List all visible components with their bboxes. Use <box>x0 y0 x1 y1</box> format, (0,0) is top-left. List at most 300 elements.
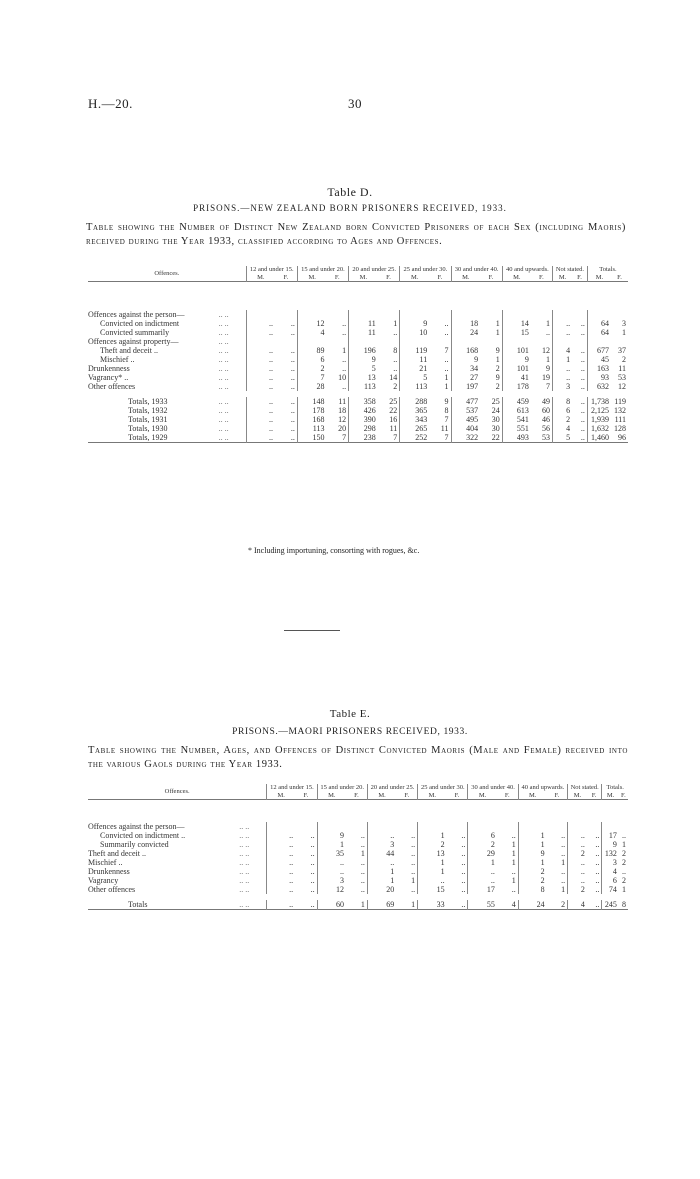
table-cell: .. <box>360 840 365 849</box>
table-cell: 17 <box>602 831 619 840</box>
table-cell: 1 <box>367 867 396 876</box>
totals-row <box>88 424 628 433</box>
table-cell: 2 <box>561 900 566 909</box>
table-cell: 178 <box>502 382 531 391</box>
offences-header: Offences. <box>164 787 190 795</box>
table-cell: 25 <box>491 397 500 406</box>
table-cell: .. <box>580 424 585 433</box>
male-header: M. <box>297 274 326 282</box>
table-cell: 41 <box>502 373 531 382</box>
table-cell <box>317 822 346 831</box>
table-cell: .. <box>511 831 516 840</box>
table-cell: .. <box>360 885 365 894</box>
table-cell <box>246 310 275 319</box>
table-cell: 53 <box>618 373 626 382</box>
table-cell: .. <box>310 840 315 849</box>
table-cell: .. <box>580 373 585 382</box>
table-row <box>88 319 628 328</box>
male-header: M. <box>602 792 619 800</box>
table-cell: .. <box>342 382 347 391</box>
table-row <box>88 337 628 346</box>
table-cell <box>396 822 417 831</box>
table-cell <box>275 310 297 319</box>
female-header: F. <box>577 274 582 281</box>
table-cell: 4 <box>552 424 572 433</box>
table-cell: 288 <box>400 397 429 406</box>
table-cell: 19 <box>541 373 550 382</box>
male-header: M. <box>502 274 531 282</box>
age-group-header: Totals. <box>587 266 628 274</box>
table-cell <box>611 337 628 346</box>
table-cell: .. <box>267 867 295 876</box>
table-cell: 168 <box>297 415 326 424</box>
table-cell: .. <box>310 885 315 894</box>
table-cell <box>246 337 275 346</box>
table-cell: .. <box>310 900 315 909</box>
table-row <box>88 346 628 355</box>
table-cell: .. <box>552 364 572 373</box>
table-cell: 322 <box>451 433 480 443</box>
table-cell: .. <box>246 319 275 328</box>
row-label: Mischief .. <box>100 355 135 364</box>
table-cell: 2 <box>518 876 546 885</box>
female-header: F. <box>488 274 494 281</box>
table-cell: .. <box>290 415 295 424</box>
table-cell: .. <box>444 355 449 364</box>
table-cell: 196 <box>349 346 378 355</box>
table-cell: .. <box>580 397 585 406</box>
table-cell: 1 <box>545 319 550 328</box>
table-cell: 1 <box>342 346 347 355</box>
table-cell: 37 <box>618 346 626 355</box>
table-cell: 13 <box>418 849 447 858</box>
table-row <box>88 328 628 337</box>
table-cell: 2 <box>468 840 497 849</box>
table-cell: .. <box>595 900 600 909</box>
table-cell: 245 <box>602 900 619 910</box>
table-cell: .. <box>310 858 315 867</box>
age-group-header: 12 and under 15. <box>246 266 297 274</box>
table-cell: 252 <box>400 433 429 443</box>
female-header: F. <box>404 792 410 799</box>
male-header: M. <box>468 792 497 800</box>
table-cell: 493 <box>502 433 531 443</box>
male-header: M. <box>267 792 295 800</box>
table-cell <box>568 822 587 831</box>
leader-dots: .. .. <box>218 415 229 424</box>
table-e <box>88 784 628 912</box>
table-cell: 1 <box>622 328 626 337</box>
table-cell: .. <box>595 849 600 858</box>
table-cell: .. <box>568 831 587 840</box>
table-cell: .. <box>461 849 466 858</box>
table-cell: 1 <box>511 840 516 849</box>
table-cell: .. <box>310 831 315 840</box>
table-cell: .. <box>290 346 295 355</box>
table-cell: 2,125 <box>587 406 611 415</box>
table-cell: 541 <box>502 415 531 424</box>
male-header: M. <box>349 274 378 282</box>
table-cell <box>349 310 378 319</box>
table-cell: 6 <box>468 831 497 840</box>
table-cell: 33 <box>418 900 447 910</box>
table-cell: 11 <box>389 424 398 433</box>
table-cell: .. <box>595 858 600 867</box>
table-cell: .. <box>568 867 587 876</box>
table-cell: 8 <box>518 885 546 894</box>
male-header: M. <box>418 792 447 800</box>
row-label: Other offences <box>88 382 136 391</box>
table-e-label: Table E. <box>329 708 371 720</box>
table-cell: 9 <box>518 849 546 858</box>
leader-dots: .. .. <box>218 319 229 328</box>
table-d-footnote: * Including importuning, consorting with rogues, &c. <box>248 546 420 555</box>
table-cell <box>267 822 295 831</box>
table-cell: 11 <box>349 319 378 328</box>
row-label: Summarily convicted <box>100 840 169 849</box>
table-row <box>88 355 628 364</box>
table-cell: 1 <box>511 849 516 858</box>
table-cell: 1 <box>367 876 396 885</box>
table-cell: .. <box>552 373 572 382</box>
table-cell: 1 <box>360 849 365 858</box>
table-cell: 9 <box>502 355 531 364</box>
table-cell: .. <box>552 319 572 328</box>
row-label: Totals, 1929 <box>128 433 168 442</box>
leader-dots: .. .. <box>218 364 229 373</box>
table-cell <box>326 337 348 346</box>
table-cell <box>451 310 480 319</box>
table-cell: 2 <box>418 840 447 849</box>
table-cell <box>587 310 611 319</box>
table-cell: 11 <box>338 397 347 406</box>
male-header: M. <box>518 792 546 800</box>
table-cell: 27 <box>451 373 480 382</box>
table-cell: .. <box>246 397 275 406</box>
table-e-caption: Table showing the Number, Ages, and Offences of Distinct Convicted Maoris (Male and Female) received into the various Gaols during the Year 1933. <box>88 745 628 770</box>
table-cell: .. <box>246 355 275 364</box>
table-cell: 9 <box>444 397 449 406</box>
table-cell: 17 <box>468 885 497 894</box>
leader-dots: .. .. <box>218 406 229 415</box>
table-cell: .. <box>342 328 347 337</box>
table-cell: 49 <box>541 397 550 406</box>
totals-row <box>88 406 628 415</box>
table-cell: .. <box>342 364 347 373</box>
table-cell: 3 <box>367 840 396 849</box>
age-group-header: Not stated. <box>552 266 587 274</box>
table-cell <box>587 337 611 346</box>
table-cell: 9 <box>495 373 500 382</box>
table-cell: .. <box>290 424 295 433</box>
table-cell: 9 <box>451 355 480 364</box>
table-cell: 4 <box>602 867 619 876</box>
table-cell: .. <box>267 900 295 910</box>
totals-row <box>88 415 628 424</box>
table-cell: .. <box>246 346 275 355</box>
female-header: F. <box>283 274 289 281</box>
table-cell: 30 <box>491 424 500 433</box>
table-cell: 30 <box>491 415 500 424</box>
table-cell: 1 <box>418 858 447 867</box>
table-cell: .. <box>290 328 295 337</box>
table-cell: .. <box>267 849 295 858</box>
table-cell: .. <box>246 424 275 433</box>
table-cell: .. <box>552 328 572 337</box>
female-header: F. <box>334 274 340 281</box>
table-cell: 24 <box>518 900 546 910</box>
leader-dots: .. .. <box>218 397 229 406</box>
table-cell: 178 <box>297 406 326 415</box>
female-header: F. <box>621 792 626 799</box>
totals-row <box>88 397 628 406</box>
table-cell: .. <box>290 355 295 364</box>
row-label: Offences against the person— <box>88 822 185 831</box>
table-cell: .. <box>444 319 449 328</box>
table-cell: 113 <box>400 382 429 391</box>
table-cell: 1,632 <box>587 424 611 433</box>
row-label: Totals, 1933 <box>128 397 168 406</box>
row-label: Drunkenness <box>88 364 130 373</box>
table-cell: .. <box>622 867 626 876</box>
table-cell: 6 <box>602 876 619 885</box>
table-cell: 8 <box>444 406 449 415</box>
leader-dots: .. .. <box>218 424 229 433</box>
table-cell: 404 <box>451 424 480 433</box>
table-cell: 15 <box>418 885 447 894</box>
table-cell <box>502 310 531 319</box>
female-header: F. <box>354 792 359 799</box>
table-cell: 9 <box>495 346 500 355</box>
table-cell: .. <box>580 415 585 424</box>
table-cell: 10 <box>400 328 429 337</box>
table-cell: .. <box>393 364 398 373</box>
table-cell: 1 <box>444 382 449 391</box>
table-cell: 24 <box>451 328 480 337</box>
table-cell: .. <box>317 858 346 867</box>
row-label: Totals, 1932 <box>128 406 168 415</box>
female-header: F. <box>437 274 443 281</box>
table-cell: .. <box>444 364 449 373</box>
row-label: Vagrancy* .. <box>88 373 129 382</box>
table-cell: .. <box>568 840 587 849</box>
table-cell: 1 <box>360 900 365 909</box>
table-cell: 150 <box>297 433 326 443</box>
table-cell: .. <box>545 328 550 337</box>
female-header: F. <box>617 274 622 281</box>
male-header: M. <box>400 274 429 282</box>
table-cell: 11 <box>400 355 429 364</box>
table-cell: .. <box>511 885 516 894</box>
table-cell: .. <box>246 364 275 373</box>
table-row <box>88 876 628 885</box>
table-cell: 14 <box>389 373 398 382</box>
table-cell <box>275 337 297 346</box>
table-cell: 2 <box>393 382 398 391</box>
male-header: M. <box>552 274 572 282</box>
table-cell: .. <box>367 831 396 840</box>
table-cell: 113 <box>297 424 326 433</box>
table-cell: 2 <box>622 355 626 364</box>
age-group-header: 25 and under 30. <box>418 784 468 792</box>
table-d-label: Table D. <box>327 185 373 199</box>
age-group-header: Totals. <box>602 784 628 792</box>
table-cell: .. <box>246 406 275 415</box>
table-row <box>88 858 628 867</box>
table-cell: .. <box>468 867 497 876</box>
row-label: Drunkenness <box>88 867 130 876</box>
table-cell: 5 <box>552 433 572 443</box>
table-cell <box>552 337 572 346</box>
table-cell: 632 <box>587 382 611 391</box>
table-cell: .. <box>367 858 396 867</box>
table-cell: 1 <box>622 840 626 849</box>
table-cell: 35 <box>317 849 346 858</box>
table-cell: 113 <box>349 382 378 391</box>
table-cell: 495 <box>451 415 480 424</box>
page-number: 30 <box>348 96 362 111</box>
leader-dots: .. .. <box>239 867 250 876</box>
table-cell: 1 <box>518 840 546 849</box>
table-cell: 1 <box>622 885 626 894</box>
row-label: Offences against the person— <box>88 310 185 319</box>
table-cell: 1 <box>561 885 566 894</box>
female-header: F. <box>454 792 460 799</box>
table-cell: 12 <box>338 415 347 424</box>
table-cell <box>418 822 447 831</box>
table-cell: 101 <box>502 364 531 373</box>
table-cell: .. <box>461 867 466 876</box>
table-cell: 18 <box>338 406 347 415</box>
table-cell: 7 <box>444 346 449 355</box>
table-cell: 8 <box>552 397 572 406</box>
male-header: M. <box>246 274 275 282</box>
table-cell: .. <box>290 373 295 382</box>
male-header: M. <box>367 792 396 800</box>
row-label: Other offences <box>88 885 136 894</box>
leader-dots: .. .. <box>218 337 229 346</box>
table-cell: 9 <box>602 840 619 849</box>
table-cell: 1,738 <box>587 397 611 406</box>
table-cell <box>295 822 317 831</box>
table-cell: .. <box>595 831 600 840</box>
age-group-header: Not stated. <box>568 784 602 792</box>
table-cell: 1 <box>411 900 416 909</box>
table-row <box>88 822 628 831</box>
age-group-header: 25 and under 30. <box>400 266 451 274</box>
table-cell: 9 <box>400 319 429 328</box>
table-cell: .. <box>360 867 365 876</box>
row-label: Convicted on indictment .. <box>100 831 186 840</box>
table-cell: .. <box>595 840 600 849</box>
table-cell: 265 <box>400 424 429 433</box>
table-cell <box>547 822 568 831</box>
table-cell: 22 <box>389 406 398 415</box>
table-cell: 9 <box>349 355 378 364</box>
table-cell: 148 <box>297 397 326 406</box>
age-group-header: 12 and under 15. <box>267 784 317 792</box>
male-header: M. <box>587 274 611 282</box>
table-cell: .. <box>246 415 275 424</box>
table-cell: 390 <box>349 415 378 424</box>
table-cell: 365 <box>400 406 429 415</box>
table-cell: .. <box>568 876 587 885</box>
table-cell: 4 <box>511 900 516 909</box>
table-cell: 119 <box>400 346 429 355</box>
table-cell: 7 <box>545 382 550 391</box>
table-cell: 2 <box>568 885 587 894</box>
table-cell: 12 <box>317 885 346 894</box>
table-row <box>88 364 628 373</box>
age-group-header: 20 and under 25. <box>367 784 417 792</box>
table-cell: .. <box>580 328 585 337</box>
table-cell: .. <box>411 867 416 876</box>
table-cell: 1,460 <box>587 433 611 443</box>
table-cell: 477 <box>451 397 480 406</box>
table-cell <box>349 337 378 346</box>
table-cell: 6 <box>297 355 326 364</box>
table-cell: .. <box>290 382 295 391</box>
table-cell: 20 <box>367 885 396 894</box>
leader-dots: .. .. <box>239 840 250 849</box>
table-cell: .. <box>468 876 497 885</box>
table-cell <box>400 310 429 319</box>
table-cell: 4 <box>552 346 572 355</box>
table-cell: 459 <box>502 397 531 406</box>
table-cell: .. <box>461 840 466 849</box>
table-cell: 3 <box>602 858 619 867</box>
table-cell: 1 <box>518 831 546 840</box>
table-cell <box>447 822 468 831</box>
table-cell <box>531 310 553 319</box>
male-header: M. <box>568 792 587 800</box>
table-cell: .. <box>317 867 346 876</box>
table-cell: .. <box>580 406 585 415</box>
leader-dots: .. .. <box>239 831 250 840</box>
table-cell: .. <box>290 406 295 415</box>
table-cell <box>378 310 400 319</box>
table-cell: .. <box>561 867 566 876</box>
table-cell: .. <box>595 885 600 894</box>
table-cell: 22 <box>491 433 500 442</box>
table-cell: 1 <box>468 858 497 867</box>
table-cell: .. <box>290 433 295 442</box>
table-cell: 2 <box>495 382 500 391</box>
table-cell: .. <box>267 876 295 885</box>
table-cell: .. <box>246 382 275 391</box>
table-d-caption: Table showing the Number of Distinct New Zealand born Convicted Prisoners of each Sex (including Maoris) received during the Year 1933, classified according to Ages and Offences. <box>86 222 626 247</box>
leader-dots: .. .. <box>218 382 229 391</box>
table-cell: 16 <box>389 415 398 424</box>
table-cell <box>619 822 628 831</box>
table-cell <box>400 337 429 346</box>
leader-dots: .. .. <box>239 858 250 867</box>
table-cell: .. <box>580 355 585 364</box>
table-cell: 4 <box>568 900 587 910</box>
table-cell: 55 <box>468 900 497 910</box>
table-cell: 11 <box>440 424 449 433</box>
row-label: Totals, 1930 <box>128 424 168 433</box>
table-cell: 29 <box>468 849 497 858</box>
table-row <box>88 373 628 382</box>
table-cell: 298 <box>349 424 378 433</box>
table-cell: 2 <box>622 858 626 867</box>
table-cell: 238 <box>349 433 378 443</box>
table-cell <box>497 822 518 831</box>
table-cell: 358 <box>349 397 378 406</box>
table-cell: 2 <box>552 415 572 424</box>
table-cell: 677 <box>587 346 611 355</box>
